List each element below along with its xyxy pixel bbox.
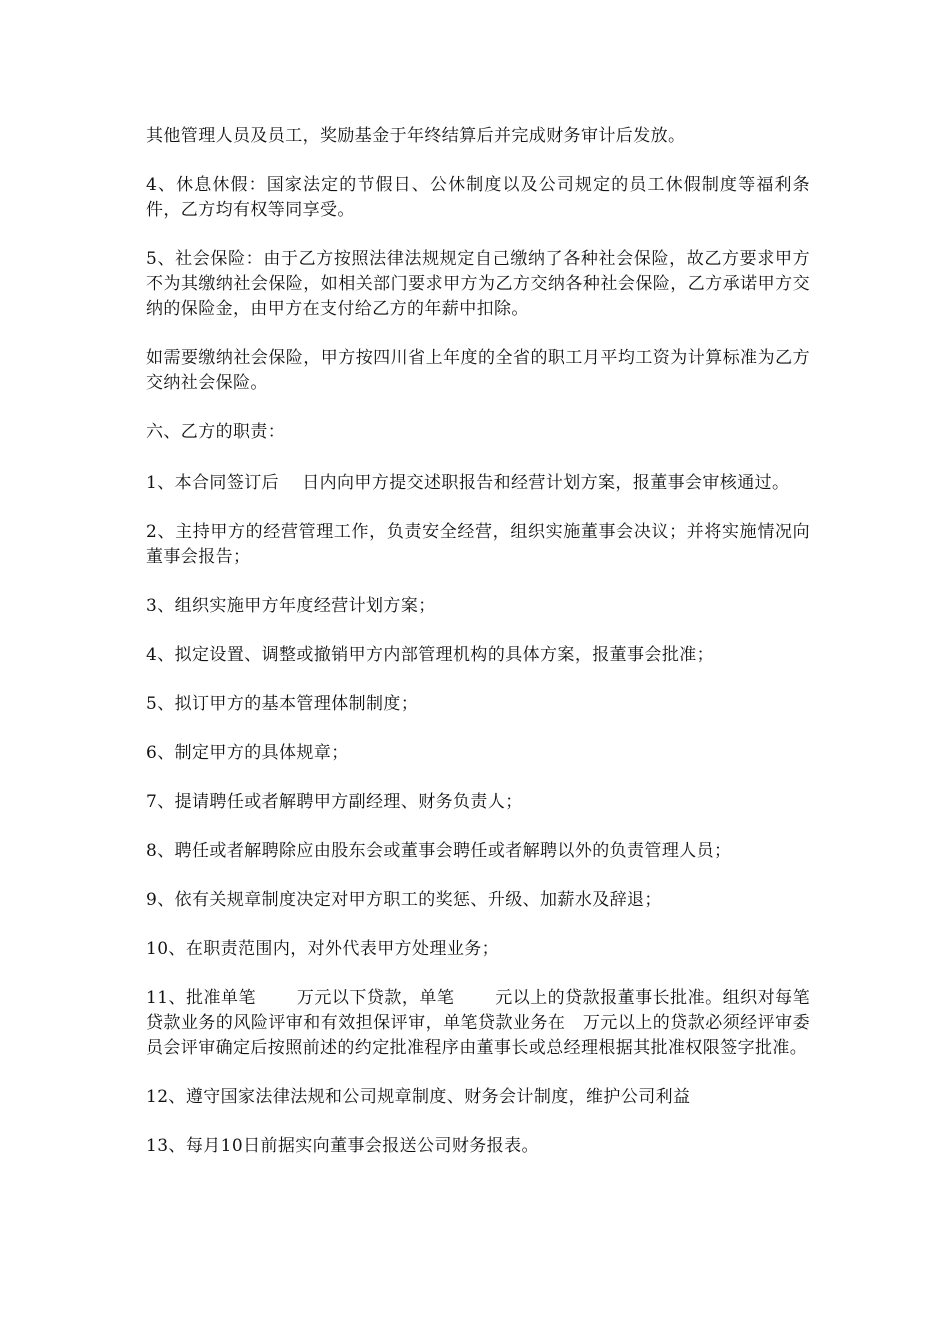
paragraph-social-insurance: 5、社会保险：由于乙方按照法律法规规定自己缴纳了各种社会保险，故乙方要求甲方不为其缴纳社会保险，如相关部门要求甲方为乙方交纳各种社会保险，乙方承诺甲方交纳的保险金，由甲方在支付给乙方的年薪中扣除。 bbox=[146, 249, 810, 319]
section-heading-duties: 六、乙方的职责： bbox=[146, 422, 286, 442]
document-body bbox=[146, 124, 810, 1183]
duty-item-7: 7、提请聘任或者解聘甲方副经理、财务负责人； bbox=[146, 792, 523, 812]
duty-item-11: 11、批准单笔 万元以下贷款，单笔 元以上的贷款报董事长批准。组织对每笔贷款业务的风险评审和有效担保评审，单笔贷款业务在 万元以上的贷款必须经评审委员会评审确定后按照前述的约定批准程序由董事长或总经理根据其批准权限签字批准。 bbox=[146, 988, 810, 1058]
duty-item-3: 3、组织实施甲方年度经营计划方案； bbox=[146, 596, 436, 616]
duty-item-2: 2、主持甲方的经营管理工作，负责安全经营，组织实施董事会决议；并将实施情况向董事会报告； bbox=[146, 522, 810, 567]
duty-item-1: 1、本合同签订后 日内向甲方提交述职报告和经营计划方案，报董事会审核通过。 bbox=[146, 473, 790, 493]
duty-item-8: 8、聘任或者解聘除应由股东会或董事会聘任或者解聘以外的负责管理人员； bbox=[146, 841, 732, 861]
duty-item-9: 9、依有关规章制度决定对甲方职工的奖惩、升级、加薪水及辞退； bbox=[146, 890, 662, 910]
duty-item-6: 6、制定甲方的具体规章； bbox=[146, 743, 349, 763]
paragraph-insurance-standard: 如需要缴纳社会保险，甲方按四川省上年度的全省的职工月平均工资为计算标准为乙方交纳社会保险。 bbox=[146, 348, 810, 393]
duty-item-12: 12、遵守国家法律法规和公司规章制度、财务会计制度，维护公司利益 bbox=[146, 1087, 691, 1107]
duty-item-4: 4、拟定设置、调整或撤销甲方内部管理机构的具体方案，报董事会批准； bbox=[146, 645, 715, 665]
paragraph-bonus-distribution: 其他管理人员及员工，奖励基金于年终结算后并完成财务审计后发放。 bbox=[146, 126, 686, 146]
duty-item-5: 5、拟订甲方的基本管理体制制度； bbox=[146, 694, 419, 714]
duty-item-10: 10、在职责范围内，对外代表甲方处理业务； bbox=[146, 939, 500, 959]
paragraph-rest-leave: 4、休息休假：国家法定的节假日、公休制度以及公司规定的员工休假制度等福利条件，乙方均有权等同享受。 bbox=[146, 175, 810, 220]
duty-item-13: 13、每月10日前据实向董事会报送公司财务报表。 bbox=[146, 1136, 539, 1156]
